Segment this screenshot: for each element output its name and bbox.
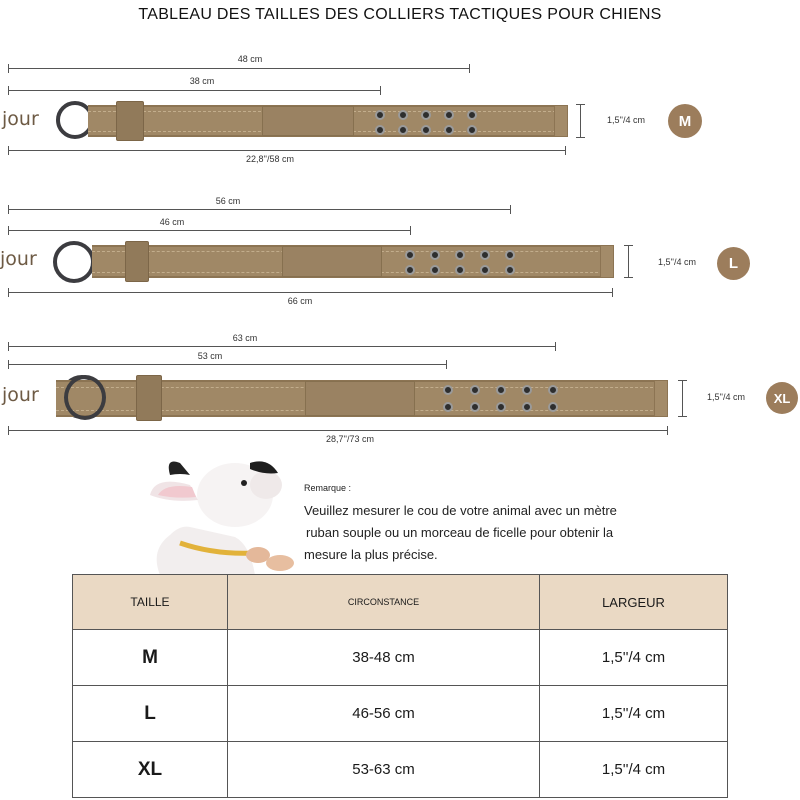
strap-keeper <box>136 375 162 421</box>
max-length-label: 63 cm <box>232 333 258 343</box>
width-mark <box>628 245 629 278</box>
side-text: jour <box>0 248 37 270</box>
velcro-patch <box>262 106 354 136</box>
max-length-line <box>8 346 556 347</box>
d-ring-icon <box>53 241 95 283</box>
remark-title: Remarque : <box>304 483 352 493</box>
total-length-label: 22,8''/58 cm <box>246 154 294 164</box>
total-length-label: 66 cm <box>287 296 313 306</box>
side-text: jour <box>2 384 39 406</box>
size-badge-xl: XL <box>766 382 798 414</box>
size-badge-l: L <box>717 247 750 280</box>
size-badge-m: M <box>668 104 702 138</box>
cell-circumference: 38-48 cm <box>228 630 540 686</box>
cell-width: 1,5''/4 cm <box>540 742 728 798</box>
size-table <box>72 574 728 798</box>
header-taille: TAILLE <box>73 575 228 630</box>
width-mark <box>580 104 581 138</box>
min-length-label: 53 cm <box>197 351 223 361</box>
width-mark <box>682 380 683 417</box>
cell-size: M <box>73 630 228 686</box>
cell-width: 1,5''/4 cm <box>540 686 728 742</box>
min-length-line <box>8 230 411 231</box>
cell-width: 1,5''/4 cm <box>540 630 728 686</box>
strap-keeper <box>116 101 144 141</box>
width-label: 1,5''/4 cm <box>607 115 645 125</box>
table-row <box>73 742 728 798</box>
width-label: 1,5''/4 cm <box>658 257 696 267</box>
max-length-label: 48 cm <box>237 54 263 64</box>
width-label: 1,5''/4 cm <box>707 392 745 402</box>
strap-keeper <box>125 241 149 282</box>
min-length-line <box>8 364 447 365</box>
table-row <box>73 686 728 742</box>
remark-line: mesure la plus précise. <box>304 547 438 562</box>
velcro-patch <box>305 381 415 416</box>
cell-size: L <box>73 686 228 742</box>
page-title: TABLEAU DES TAILLES DES COLLIERS TACTIQUES POUR CHIENS <box>138 6 662 23</box>
side-text: jour <box>2 108 39 130</box>
total-length-line <box>8 430 668 431</box>
remark-line: Veuillez mesurer le cou de votre animal avec un mètre <box>304 503 617 518</box>
dog-measuring-image <box>140 455 300 575</box>
remark-text <box>304 500 664 566</box>
total-length-label: 28,7''/73 cm <box>326 434 374 444</box>
total-length-line <box>8 150 566 151</box>
max-length-label: 56 cm <box>215 196 241 206</box>
d-ring-icon <box>64 375 106 420</box>
header-largeur: LARGEUR <box>540 575 728 630</box>
min-length-line <box>8 90 381 91</box>
max-length-line <box>8 209 511 210</box>
cell-circumference: 46-56 cm <box>228 686 540 742</box>
total-length-line <box>8 292 613 293</box>
min-length-label: 38 cm <box>189 76 215 86</box>
remark-line: ruban souple ou un morceau de ficelle pour obtenir la <box>306 525 614 540</box>
min-length-label: 46 cm <box>159 217 185 227</box>
cell-size: XL <box>73 742 228 798</box>
strap-end <box>654 380 668 417</box>
dog-icon <box>140 455 300 575</box>
table-row <box>73 630 728 686</box>
max-length-line <box>8 68 470 69</box>
table-header-row <box>73 575 728 630</box>
cell-circumference: 53-63 cm <box>228 742 540 798</box>
header-circonstance: CIRCONSTANCE <box>228 575 540 630</box>
strap-end <box>554 105 568 137</box>
velcro-patch <box>282 246 382 277</box>
strap-end <box>600 245 614 278</box>
